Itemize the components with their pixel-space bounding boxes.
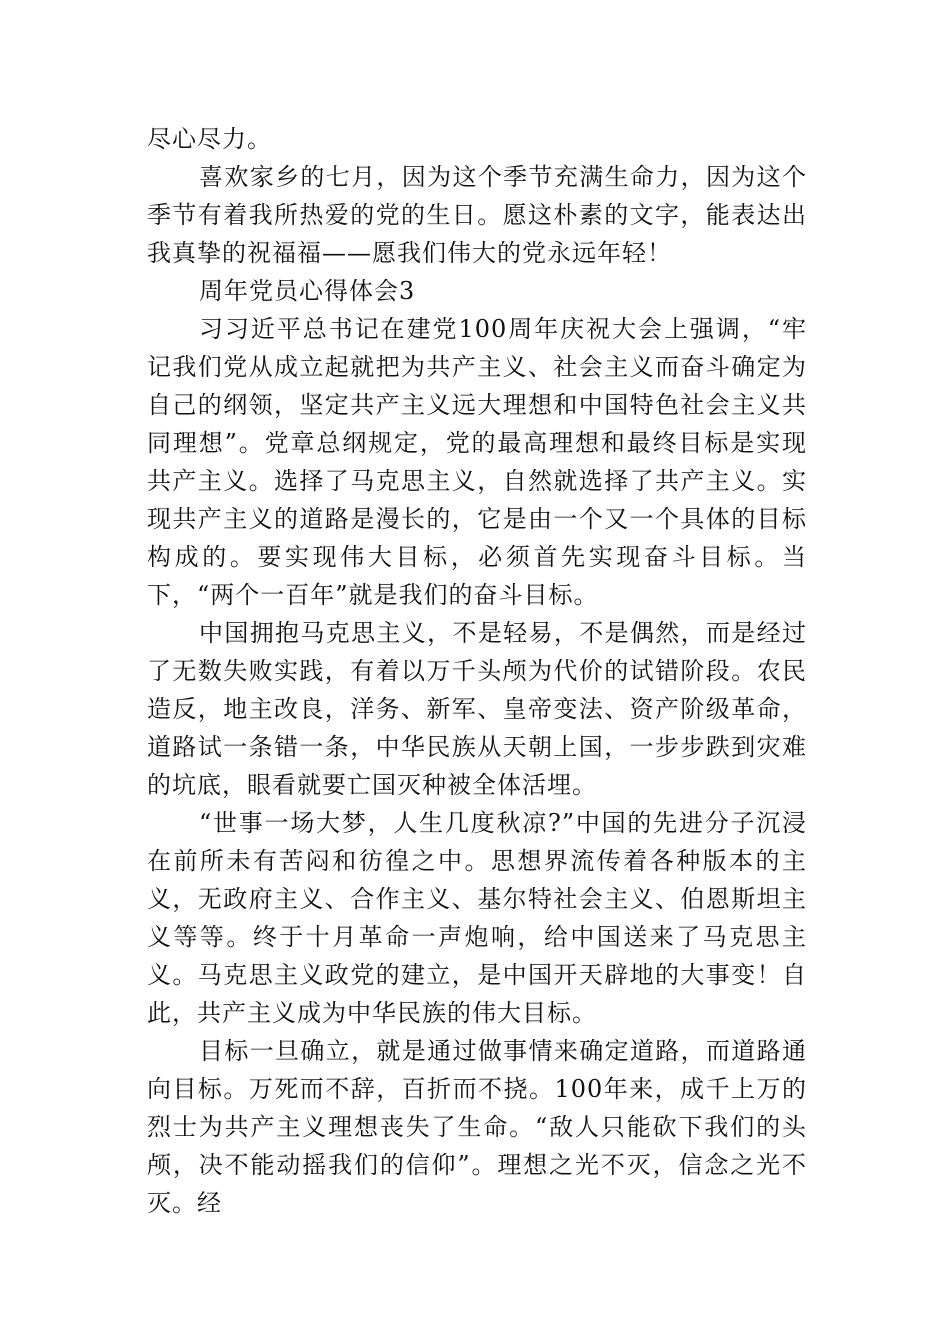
paragraph-october-revolution: “世事一场大梦，人生几度秋凉?”中国的先进分子沉浸在前所未有苦闷和彷徨之中。思想界流传着各种版本的主义，无政府主义、合作主义、基尔特社会主义、伯恩斯坦主义等等。终于十月革命一声炮响，给中国送来了马克思主义。马克思主义政党的建立，是中国开天辟地的大事变！自此，共产主义成为中华民族的伟大目标。 bbox=[147, 809, 807, 1027]
paragraph-july-hometown: 喜欢家乡的七月，因为这个季节充满生命力，因为这个季节有着我所热爱的党的生日。愿这朴素的文字，能表达出我真挚的祝福福——愿我们伟大的党永远年轻！ bbox=[147, 163, 807, 267]
paragraph-goal-established: 目标一旦确立，就是通过做事情来确定道路，而道路通向目标。万死而不辞，百折而不挠。100年来，成千上万的烈士为共产主义理想丧失了生命。“敌人只能砍下我们的头颅，决不能动摇我们的信仰”。理想之光不灭，信念之光不灭。经 bbox=[147, 1037, 807, 1217]
section-heading: 周年党员心得体会3 bbox=[199, 277, 416, 305]
paragraph-party-ideal: 习习近平总书记在建党100周年庆祝大会上强调，“牢记我们党从成立起就把为共产主义、社会主义而奋斗确定为自己的纲领，坚定共产主义远大理想和中国特色社会主义共同理想”。党章总纲规定，党的最高理想和最终目标是实现共产主义。选择了马克思主义，自然就选择了共产主义。实现共产主义的道路是漫长的，它是由一个又一个具体的目标构成的。要实现伟大目标，必须首先实现奋斗目标。当下，“两个一百年”就是我们的奋斗目标。 bbox=[147, 315, 807, 609]
paragraph-embrace-marxism: 中国拥抱马克思主义，不是轻易，不是偶然，而是经过了无数失败实践，有着以万千头颅为代价的试错阶段。农民造反，地主改良，洋务、新军、皇帝变法、资产阶级革命，道路试一条错一条，中华民族从天朝上国，一步步跌到灾难的坑底，眼看就要亡国灭种被全体活埋。 bbox=[147, 619, 807, 799]
paragraph-continuation: 尽心尽力。 bbox=[147, 125, 272, 153]
document-body bbox=[147, 120, 807, 1222]
